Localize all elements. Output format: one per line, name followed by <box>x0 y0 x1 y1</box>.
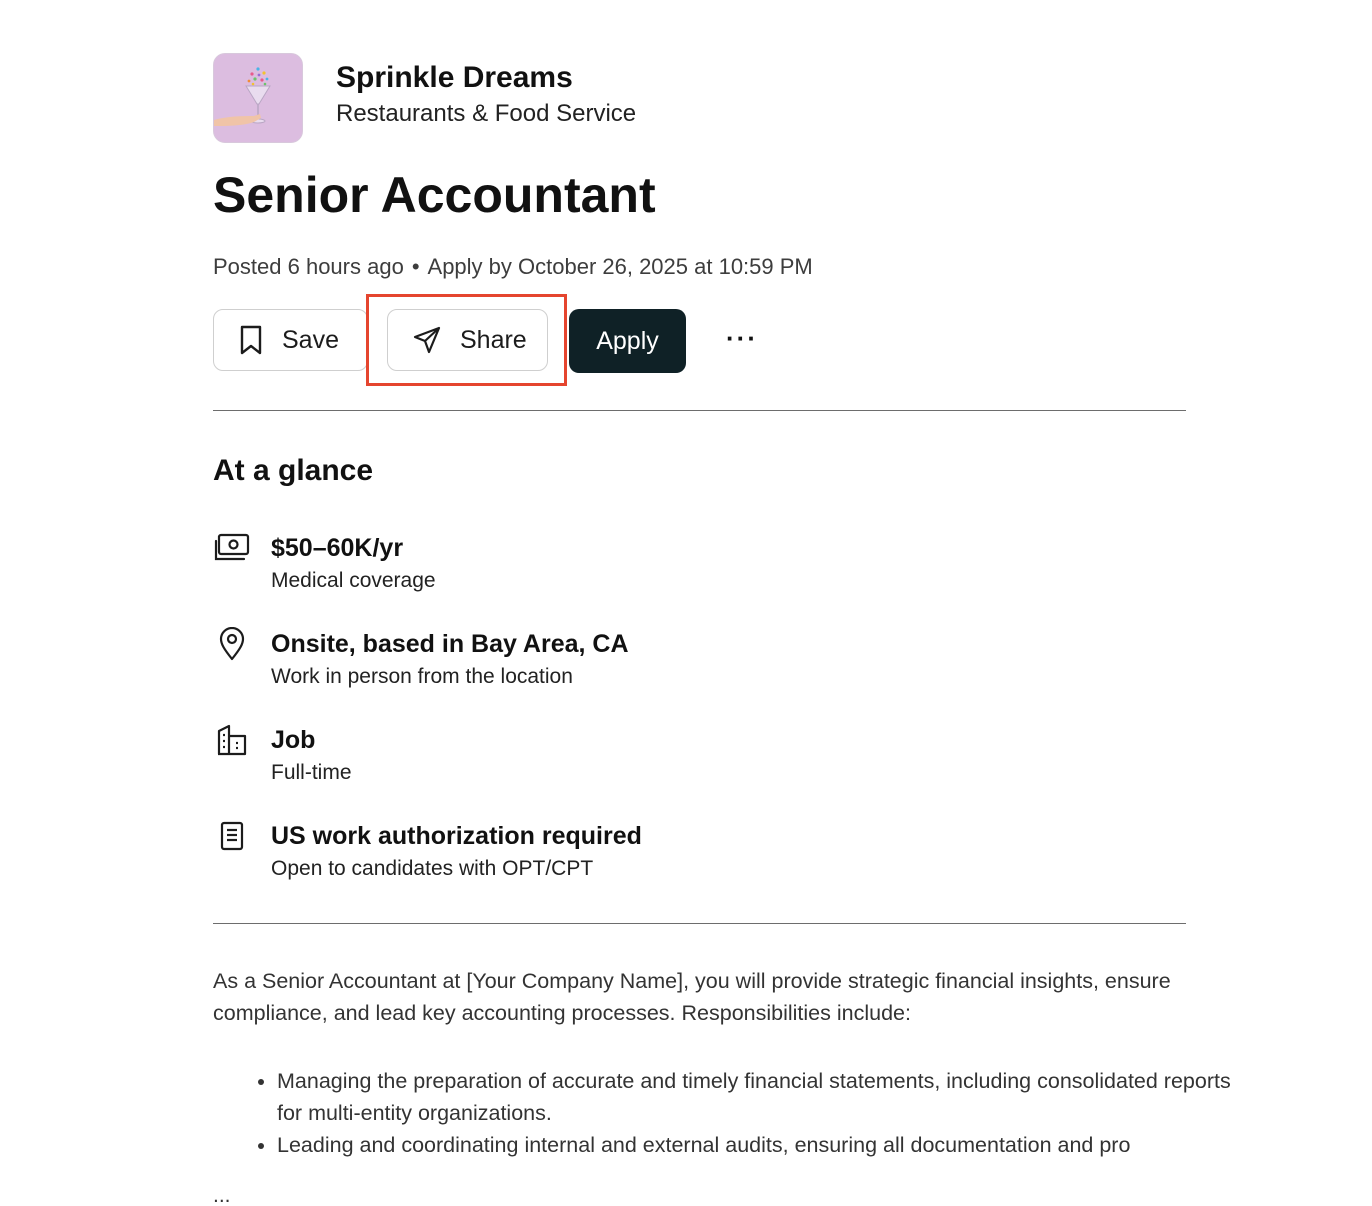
job-type-title: Job <box>271 726 316 754</box>
company-logo[interactable] <box>213 53 303 143</box>
money-icon <box>213 529 251 567</box>
salary-sub: Medical coverage <box>271 569 436 592</box>
meta-separator: • <box>411 254 420 279</box>
document-icon <box>213 817 251 855</box>
share-highlight-box <box>366 294 567 386</box>
authorization-title: US work authorization required <box>271 822 642 850</box>
divider-top <box>213 410 1186 411</box>
glance-item-salary <box>213 532 1113 602</box>
list-item: • Managing the preparation of accurate and timely financial statements, including consolidated reports for multi-entity organizations. <box>277 1065 1252 1129</box>
job-title: Senior Accountant <box>213 167 656 223</box>
job-description: As a Senior Accountant at [Your Company Name], you will provide strategic financial insights, ensure compliance, and lead key accounting processes. Responsibilities include: <box>213 969 1171 1025</box>
location-pin-icon <box>213 625 251 663</box>
posted-time: Posted 6 hours ago <box>213 254 404 279</box>
company-industry: Restaurants & Food Service <box>336 100 637 127</box>
save-button-label: Save <box>282 325 339 354</box>
responsibilities-list <box>213 1065 1252 1161</box>
company-text <box>336 59 636 131</box>
job-type-sub: Full-time <box>271 761 352 784</box>
job-meta <box>213 252 813 282</box>
apply-button[interactable]: Apply <box>569 309 686 373</box>
company-header <box>213 53 636 143</box>
more-options-button[interactable]: ··· <box>726 323 758 353</box>
glance-item-authorization <box>213 820 1113 890</box>
glance-item-job-type <box>213 724 1113 794</box>
at-a-glance-title: At a glance <box>213 454 374 487</box>
bookmark-icon <box>239 325 263 355</box>
authorization-sub: Open to candidates with OPT/CPT <box>271 857 594 880</box>
list-item: • Leading and coordinating internal and external audits, ensuring all documentation and pro <box>277 1129 1252 1161</box>
location-title: Onsite, based in Bay Area, CA <box>271 630 629 658</box>
truncation-ellipsis: ... <box>213 1184 231 1206</box>
save-button[interactable] <box>213 309 368 371</box>
divider-bottom <box>213 923 1186 924</box>
share-button-label: Share <box>460 325 527 354</box>
apply-deadline: Apply by October 26, 2025 at 10:59 PM <box>427 254 813 279</box>
location-sub: Work in person from the location <box>271 665 573 688</box>
building-icon <box>213 721 251 759</box>
salary-title: $50–60K/yr <box>271 534 404 562</box>
cocktail-glass-icon <box>214 54 302 142</box>
glance-item-location <box>213 628 1113 698</box>
company-name[interactable]: Sprinkle Dreams <box>336 61 573 94</box>
